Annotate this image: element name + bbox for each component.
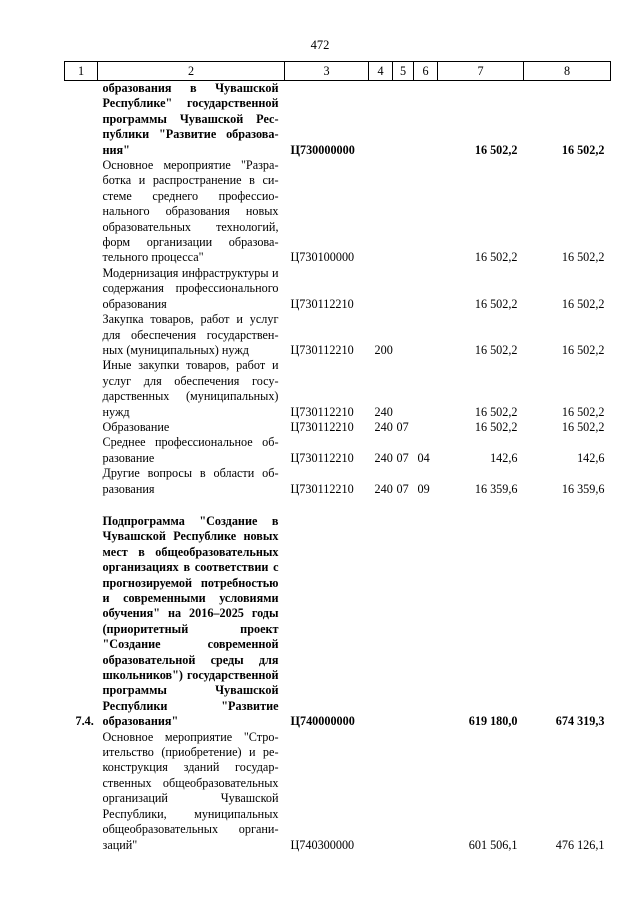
row-amount-2: 16 502,2 <box>561 142 605 157</box>
row-pr <box>414 81 438 159</box>
table-row <box>65 420 611 435</box>
row-amount-1: 16 502,2 <box>474 404 518 419</box>
header-col-7: 7 <box>438 62 524 81</box>
row-name: Среднее профессиональное образование <box>102 435 279 465</box>
row-number <box>65 312 98 358</box>
row-amount-2: 16 502,2 <box>561 419 605 434</box>
row-pr: 09 <box>417 481 430 496</box>
row-amount-2: 476 126,1 <box>555 837 605 852</box>
row-vr: 200 <box>374 342 393 357</box>
row-spacer <box>65 497 611 514</box>
row-name: Основное мероприятие "Строительство (приобретение) и реконструкция зданий государственных общеобразовательных организаций Чувашской Республики, муниципальных общеобразовательных организаций" <box>102 729 279 852</box>
row-vr <box>369 730 393 853</box>
row-rz <box>393 730 414 853</box>
row-number <box>65 81 98 159</box>
row-amount-1: 16 359,6 <box>474 481 518 496</box>
row-amount-2: 16 502,2 <box>561 404 605 419</box>
row-rz: 07 <box>396 419 409 434</box>
row-name: образования в Чувашской Республике" государственной программы Чувашской Республики "Развитие образования" <box>102 81 279 157</box>
row-amount-2: 16 502,2 <box>561 250 605 265</box>
row-rz <box>393 514 414 730</box>
row-vr: 240 <box>374 481 393 496</box>
table-row <box>65 81 611 159</box>
row-code: Ц730000000 <box>290 142 355 157</box>
row-amount-1: 16 502,2 <box>474 419 518 434</box>
table-header <box>65 62 611 81</box>
row-amount-1: 16 502,2 <box>474 342 518 357</box>
table-row <box>65 358 611 420</box>
row-vr: 240 <box>374 450 393 465</box>
row-name: Модернизация инфраструктуры и содержания профессионального образования <box>102 265 279 311</box>
row-pr <box>414 312 438 358</box>
table-row <box>65 435 611 466</box>
row-name: Другие вопросы в области образования <box>102 466 279 496</box>
table-row <box>65 466 611 497</box>
budget-table <box>64 61 611 853</box>
row-code: Ц730112210 <box>290 419 354 434</box>
row-amount-1: 16 502,2 <box>474 250 518 265</box>
row-name: Закупка товаров, работ и услуг для обеспечения государственных (муниципальных) нужд <box>102 312 279 357</box>
table-row <box>65 158 611 266</box>
row-amount-1: 619 180,0 <box>468 714 518 729</box>
header-col-4: 4 <box>369 62 393 81</box>
row-vr <box>369 158 393 266</box>
header-col-5: 5 <box>393 62 414 81</box>
row-name: Подпрограмма "Создание в Чувашской Республике новых мест в общеобразовательных организациях в соответствии с прогнозируемой потребностью и современными условиями обучения" на 2016–2025 годы (приоритетный проект "Создание современной образовательной среды для школьников") государственной программы Чувашской Республики "Развитие образования" <box>102 513 279 729</box>
table-body <box>65 81 611 853</box>
row-number: 7.4. <box>75 714 94 729</box>
row-amount-2: 674 319,3 <box>555 714 605 729</box>
row-pr <box>414 266 438 312</box>
row-number <box>65 158 98 266</box>
row-number <box>65 466 98 497</box>
row-vr <box>369 81 393 159</box>
row-rz <box>393 158 414 266</box>
row-pr <box>414 730 438 853</box>
row-name: Основное мероприятие "Разработка и распространение в системе среднего профессионального образования новых образовательных технологий, форм организации образовательного процесса" <box>102 158 279 265</box>
row-pr: 04 <box>417 450 430 465</box>
row-amount-2: 16 359,6 <box>561 481 605 496</box>
row-number <box>65 730 98 853</box>
row-rz <box>393 312 414 358</box>
row-number <box>65 266 98 312</box>
row-number <box>65 435 98 466</box>
row-code: Ц730112210 <box>290 481 354 496</box>
header-col-3: 3 <box>285 62 369 81</box>
row-vr <box>369 266 393 312</box>
row-vr <box>369 514 393 730</box>
row-pr <box>414 158 438 266</box>
header-row <box>65 62 611 81</box>
row-number <box>65 358 98 420</box>
header-col-8: 8 <box>524 62 611 81</box>
row-amount-2: 142,6 <box>577 450 605 465</box>
row-pr <box>414 358 438 420</box>
row-amount-1: 142,6 <box>490 450 518 465</box>
row-amount-2: 16 502,2 <box>561 342 605 357</box>
row-number <box>65 420 98 435</box>
row-amount-2: 16 502,2 <box>561 296 605 311</box>
row-code: Ц740300000 <box>290 837 355 852</box>
header-col-1: 1 <box>65 62 98 81</box>
header-col-2: 2 <box>98 62 285 81</box>
table-row <box>65 312 611 358</box>
row-code: Ц740000000 <box>290 714 355 729</box>
row-amount-1: 16 502,2 <box>474 296 518 311</box>
row-code: Ц730112210 <box>290 404 354 419</box>
header-col-6: 6 <box>414 62 438 81</box>
row-code: Ц730112210 <box>290 342 354 357</box>
row-rz: 07 <box>396 481 409 496</box>
row-code: Ц730100000 <box>290 250 355 265</box>
row-amount-1: 601 506,1 <box>468 837 518 852</box>
row-rz <box>393 266 414 312</box>
row-rz <box>393 81 414 159</box>
row-amount-1: 16 502,2 <box>474 142 518 157</box>
row-code: Ц730112210 <box>290 296 354 311</box>
row-rz <box>393 358 414 420</box>
row-vr: 240 <box>374 404 393 419</box>
row-pr <box>414 514 438 730</box>
row-pr <box>414 420 438 435</box>
row-vr: 240 <box>374 419 393 434</box>
table-row <box>65 514 611 730</box>
row-rz: 07 <box>396 450 409 465</box>
page-number: 472 <box>310 38 330 52</box>
row-code: Ц730112210 <box>290 450 354 465</box>
row-name: Иные закупки товаров, работ и услуг для обеспечения государственных (муниципальных) нужд <box>102 358 279 419</box>
table-row <box>65 266 611 312</box>
row-name: Образование <box>102 419 170 434</box>
table-row <box>65 730 611 853</box>
